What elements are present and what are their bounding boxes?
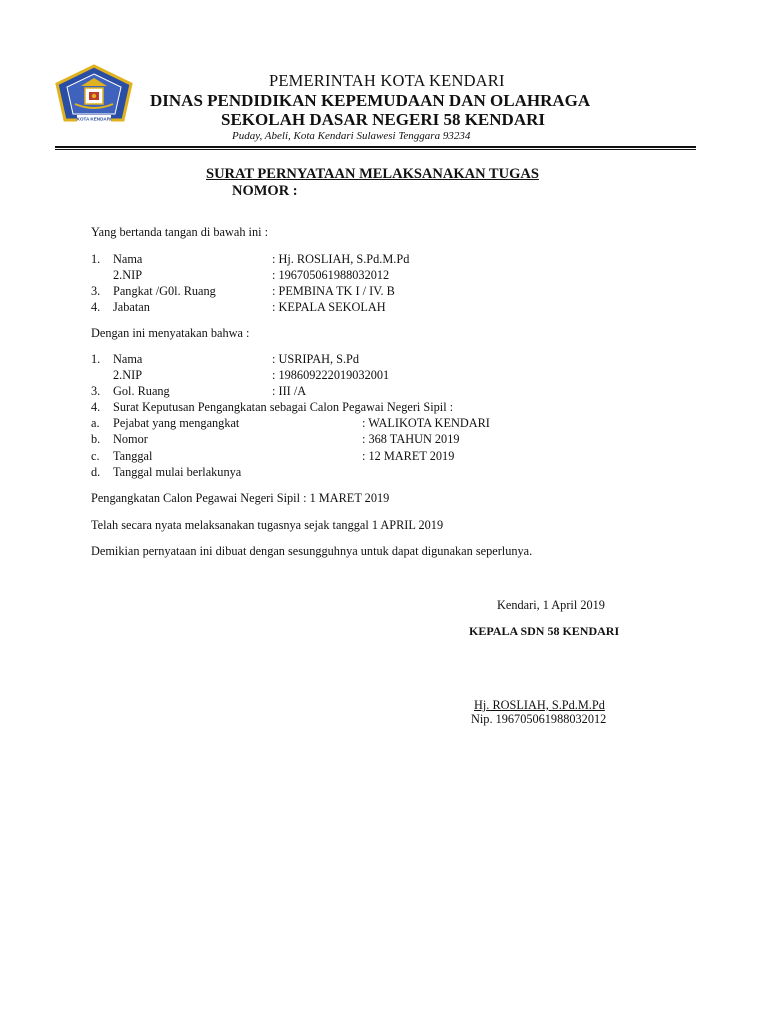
signer-value: : Hj. ROSLIAH, S.Pd.M.Pd xyxy=(272,252,410,266)
signer-num: 3. xyxy=(91,284,101,298)
sk-item-value: : 368 TAHUN 2019 xyxy=(362,432,460,446)
header-school-line: SEKOLAH DASAR NEGERI 58 KENDARI xyxy=(221,110,545,129)
signer-label: Nama xyxy=(113,252,143,266)
signature-name: Hj. ROSLIAH, S.Pd.M.Pd xyxy=(474,698,605,712)
header-address: Puday, Abeli, Kota Kendari Sulawesi Tenggara 93234 xyxy=(232,130,471,142)
document-title: SURAT PERNYATAAN MELAKSANAKAN TUGAS xyxy=(206,166,539,182)
logo-caption-text: KOTA KENDARI xyxy=(76,116,112,122)
signature-place-date: Kendari, 1 April 2019 xyxy=(497,598,605,612)
sk-item-value: : 12 MARET 2019 xyxy=(362,449,455,463)
subject-num: 3. xyxy=(91,384,101,398)
subject-label: Nama xyxy=(113,352,143,366)
document-number-label: NOMOR : xyxy=(232,183,298,199)
telah-text: Telah secara nyata melaksanakan tugasnya sejak tanggal 1 APRIL 2019 xyxy=(91,518,444,532)
sk-heading-text: Surat Keputusan Pengangkatan sebagai Calon Pegawai Negeri Sipil : xyxy=(113,400,454,414)
subject-num: 1. xyxy=(91,352,101,366)
header-divider-thin xyxy=(55,149,696,150)
sk-item-label: Tanggal mulai berlakunya xyxy=(113,465,242,479)
signer-value: : PEMBINA TK I / IV. B xyxy=(272,284,395,298)
sk-item-num: d. xyxy=(91,465,101,479)
sk-item-label: Tanggal xyxy=(113,449,153,463)
signer-value: : KEPALA SEKOLAH xyxy=(272,300,386,314)
statement-intro-text: Dengan ini menyatakan bahwa : xyxy=(91,326,250,340)
signer-label: Pangkat /G0l. Ruang xyxy=(113,284,216,298)
sk-item-label: Pejabat yang mengangkat xyxy=(113,416,240,430)
signer-label: 2.NIP xyxy=(113,268,143,282)
subject-label: Gol. Ruang xyxy=(113,384,170,398)
intro-text: Yang bertanda tangan di bawah ini : xyxy=(91,225,269,239)
sk-item-num: b. xyxy=(91,432,101,446)
sk-item-label: Nomor xyxy=(113,432,148,446)
header-agency-line: DINAS PENDIDIKAN KEPEMUDAAN DAN OLAHRAGA xyxy=(150,91,591,110)
subject-value: : III /A xyxy=(272,384,307,398)
header-divider xyxy=(55,146,696,148)
signer-num: 1. xyxy=(91,252,101,266)
city-emblem-logo xyxy=(53,64,135,128)
pengangkatan-text: Pengangkatan Calon Pegawai Negeri Sipil : 1 MARET 2019 xyxy=(91,491,390,505)
signer-num: 4. xyxy=(91,300,101,314)
sk-heading-num: 4. xyxy=(91,400,101,414)
signer-label: Jabatan xyxy=(113,300,150,314)
sk-item-value: : WALIKOTA KENDARI xyxy=(362,416,490,430)
subject-label: 2.NIP xyxy=(113,368,143,382)
demikian-text: Demikian pernyataan ini dibuat dengan sesungguhnya untuk dapat digunakan seperlunya. xyxy=(91,544,533,558)
sk-item-num: c. xyxy=(91,449,100,463)
sk-item-num: a. xyxy=(91,416,100,430)
signature-nip: Nip. 196705061988032012 xyxy=(471,712,607,726)
subject-value: : 198609222019032001 xyxy=(272,368,390,382)
signature-position: KEPALA SDN 58 KENDARI xyxy=(469,624,620,638)
subject-value: : USRIPAH, S.Pd xyxy=(272,352,360,366)
signer-value: : 196705061988032012 xyxy=(272,268,390,282)
header-government-line: PEMERINTAH KOTA KENDARI xyxy=(269,71,505,90)
